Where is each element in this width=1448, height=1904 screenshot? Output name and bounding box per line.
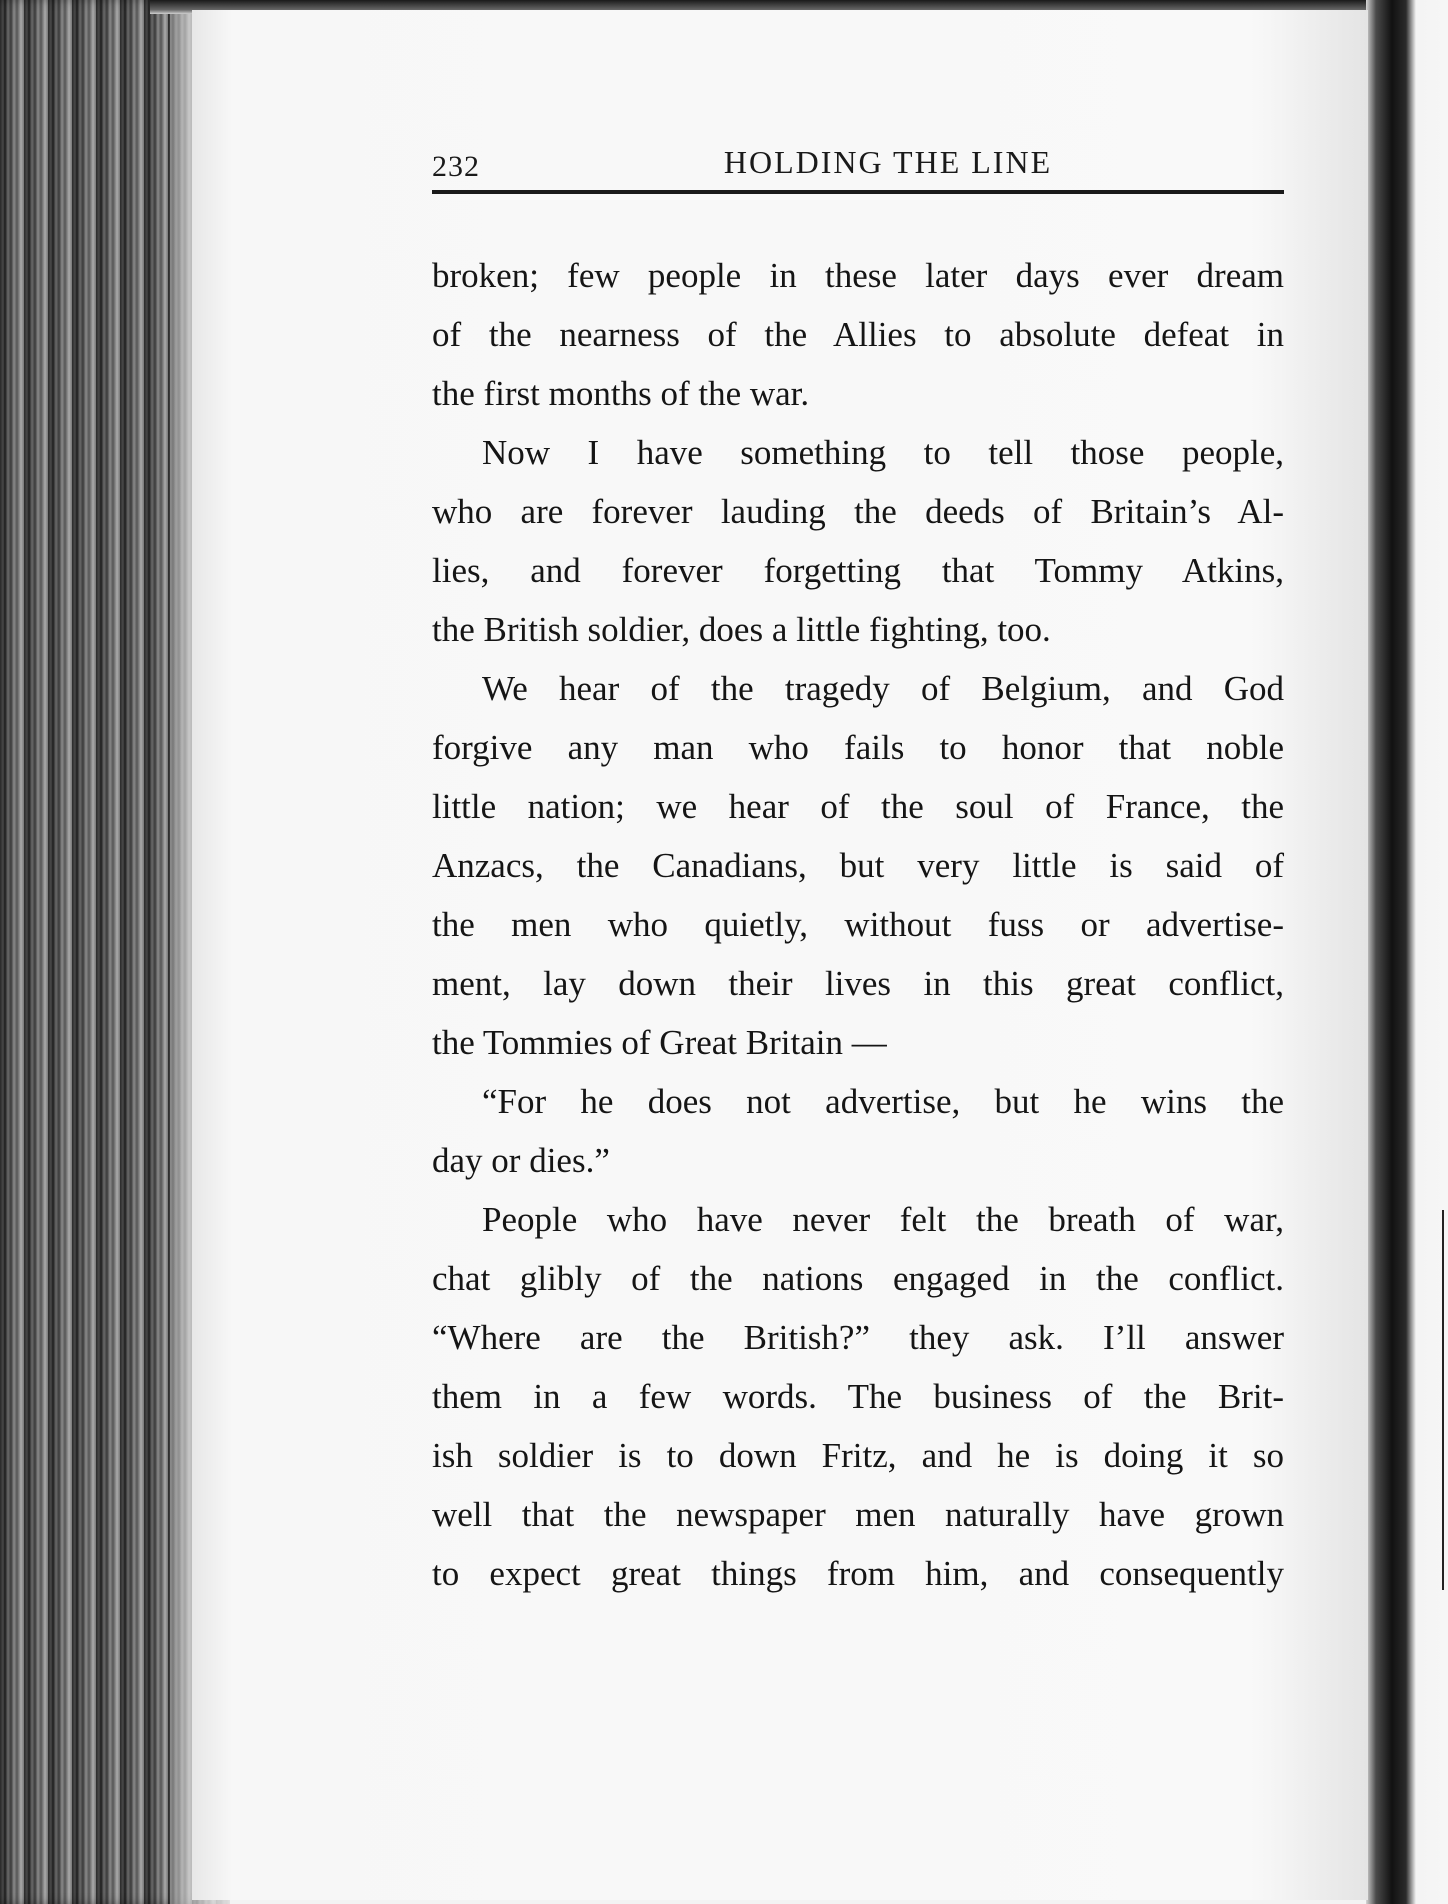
text-line: the first months of the war. bbox=[432, 374, 810, 413]
paragraph bbox=[432, 1072, 1284, 1190]
text-line: the British soldier, does a little fighting, too. bbox=[432, 610, 1051, 649]
text-line: the men who quietly, without fuss or advertise- bbox=[432, 905, 1284, 944]
text-line: ish soldier is to down Fritz, and he is doing it so bbox=[432, 1436, 1284, 1475]
text-line: ment, lay down their lives in this great conflict, bbox=[432, 964, 1284, 1003]
text-line: lies, and forever forgetting that Tommy Atkins, bbox=[432, 551, 1284, 590]
page-header bbox=[432, 144, 1284, 194]
text-line: them in a few words. The business of the Brit- bbox=[432, 1377, 1284, 1416]
text-line: Now I have something to tell those people, bbox=[482, 433, 1284, 472]
running-title: HOLDING THE LINE bbox=[723, 144, 1053, 180]
paragraph bbox=[432, 423, 1284, 659]
text-line: of the nearness of the Allies to absolute defeat in bbox=[432, 315, 1284, 354]
paragraph bbox=[432, 246, 1284, 423]
page-number: 232 bbox=[432, 150, 480, 183]
text-line: People who have never felt the breath of war, bbox=[482, 1200, 1284, 1239]
text-line: “For he does not advertise, but he wins the bbox=[482, 1082, 1284, 1121]
text-line: We hear of the tragedy of Belgium, and God bbox=[482, 669, 1284, 708]
body-text bbox=[432, 246, 1284, 1603]
text-line: the Tommies of Great Britain — bbox=[432, 1023, 887, 1062]
book-binding bbox=[1366, 0, 1448, 1904]
paragraph bbox=[432, 659, 1284, 1072]
text-line: chat glibly of the nations engaged in the conflict. bbox=[432, 1259, 1284, 1298]
text-line: little nation; we hear of the soul of France, the bbox=[432, 787, 1284, 826]
text-line: broken; few people in these later days ever dream bbox=[432, 256, 1284, 295]
text-line: to expect great things from him, and consequently bbox=[432, 1554, 1284, 1593]
text-line: day or dies.” bbox=[432, 1141, 610, 1180]
text-line: Anzacs, the Canadians, but very little is said of bbox=[432, 846, 1284, 885]
text-line: forgive any man who fails to honor that noble bbox=[432, 728, 1284, 767]
text-line: “Where are the British?” they ask. I’ll answer bbox=[432, 1318, 1284, 1357]
text-line: who are forever lauding the deeds of Britain’s Al- bbox=[432, 492, 1284, 531]
paragraph bbox=[432, 1190, 1284, 1603]
text-line: well that the newspaper men naturally have grown bbox=[432, 1495, 1284, 1534]
